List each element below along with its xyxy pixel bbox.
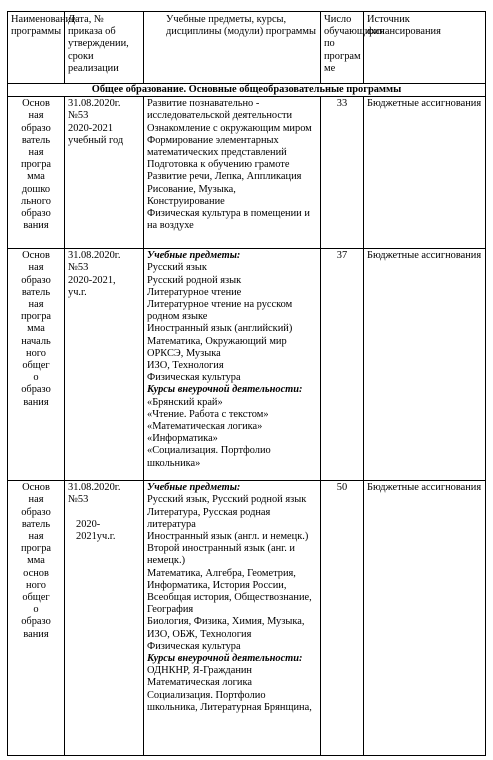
- student-count-cell: 33: [321, 97, 364, 249]
- program-name-line: образо: [21, 122, 51, 134]
- subject-item: «Информатика»: [147, 433, 218, 445]
- subject-item: Подготовка к обучению грамоте: [147, 159, 290, 171]
- subject-item: Математическая логика: [147, 677, 252, 689]
- student-count-cell: 37: [321, 249, 364, 481]
- subject-item: Русский родной язык: [147, 274, 242, 286]
- subject-item: Физическая культура: [147, 372, 241, 384]
- section-row: [8, 84, 486, 97]
- program-name-line: ная: [28, 494, 44, 506]
- subject-item: Литературное чтение: [147, 286, 242, 298]
- program-name-line: ного: [26, 347, 46, 359]
- subject-item: Физическая культура: [147, 640, 241, 652]
- date-order-line: 31.08.2020г.: [68, 98, 121, 110]
- program-name-line: образо: [21, 616, 51, 628]
- subject-item: Русский язык, Русский родной язык Литература, Русская родная литература: [147, 494, 307, 530]
- program-name-line: програ: [20, 311, 52, 323]
- program-name-cell: [8, 97, 65, 249]
- program-name-line: програ: [20, 543, 52, 555]
- program-name-line: Основ: [22, 250, 50, 262]
- subject-item: Конструирование: [147, 195, 225, 207]
- subject-item: ИЗО, Технология: [147, 360, 224, 372]
- subject-item: Формирование элементарных математических представлений: [147, 134, 287, 159]
- date-order-line: 2020-2021,: [68, 274, 116, 286]
- program-name-line: образо: [21, 506, 51, 518]
- program-name-line: Основ: [22, 98, 50, 110]
- program-name-line: льного: [21, 195, 51, 207]
- program-name-line: ватель: [21, 286, 51, 298]
- program-name-line: основ: [23, 567, 49, 579]
- program-name-line: мма: [27, 555, 45, 567]
- subjects-cell: [144, 97, 321, 249]
- program-name-line: дошко: [21, 183, 51, 195]
- date-order-line: №53: [68, 494, 89, 506]
- date-order-line: 31.08.2020г.: [68, 250, 121, 262]
- program-name-line: ного: [26, 579, 46, 591]
- header-program-name: Наименование программы: [8, 12, 65, 84]
- subjects-cell: [144, 249, 321, 481]
- section-title: Общее образование. Основные общеобразовательные программы: [8, 84, 486, 97]
- subject-item: Биология, Физика, Химия, Музыка, ИЗО, ОБЖ, Технология: [147, 616, 305, 640]
- date-order-cell: [65, 249, 144, 481]
- program-name-line: ная: [28, 147, 44, 159]
- subject-item: Иностранный язык (англ. и немецк.): [147, 531, 309, 543]
- program-name-line: образо: [21, 384, 51, 396]
- program-name-line: началь: [21, 335, 51, 347]
- header-subjects: Учебные предметы, курсы, дисциплины (модули) программы: [144, 12, 321, 84]
- program-name-line: Основ: [22, 482, 50, 494]
- program-name-line: о: [33, 604, 39, 616]
- program-name-line: общег: [22, 360, 50, 372]
- programs-table: [7, 11, 486, 756]
- program-name-line: общег: [22, 592, 50, 604]
- program-name-line: мма: [27, 323, 45, 335]
- subjects-heading: Курсы внеурочной деятельности:: [147, 653, 303, 665]
- subject-item: Математика, Алгебра, Геометрия, Информатика, История России, Всеобщая история, Обществознание, География: [147, 567, 312, 616]
- date-order-line: 2021уч.г.: [76, 531, 116, 543]
- subject-item: Социализация. Портфолио школьника, Литературная Брянщина,: [147, 689, 312, 713]
- program-name-cell: [8, 481, 65, 756]
- subject-item: ОДНКНР, Я-Гражданин: [147, 665, 252, 677]
- subject-item: Ознакомление с окружающим миром: [147, 122, 312, 134]
- header-row: [8, 12, 486, 84]
- subjects-heading: Курсы внеурочной деятельности:: [147, 384, 303, 396]
- subject-item: ОРКСЭ, Музыка: [147, 347, 221, 359]
- date-order-line: [68, 507, 140, 519]
- date-order-cell: [65, 97, 144, 249]
- date-order-line: 2020-: [76, 518, 101, 530]
- program-name-line: о: [33, 372, 39, 384]
- header-funding-source: Источник финансирования: [364, 12, 486, 84]
- subject-item: Иностранный язык (английский): [147, 323, 293, 335]
- student-count-cell: 50: [321, 481, 364, 756]
- subject-item: Развитие познавательно - исследовательской деятельности: [147, 98, 293, 122]
- subject-item: Рисование, Музыка,: [147, 183, 236, 195]
- date-order-line: учебный год: [68, 134, 124, 146]
- subject-item: «Брянский край»: [147, 396, 223, 408]
- program-name-cell: [8, 249, 65, 481]
- subjects-cell: [144, 481, 321, 756]
- program-name-line: мма: [27, 171, 45, 183]
- date-order-line: №53: [68, 262, 89, 274]
- program-name-line: ватель: [21, 134, 51, 146]
- program-name-line: ная: [28, 262, 44, 274]
- date-order-line: №53: [68, 110, 89, 122]
- program-name-line: образо: [21, 274, 51, 286]
- table-row: [8, 97, 486, 249]
- date-order-line: уч.г.: [68, 286, 87, 298]
- program-name-line: програ: [20, 159, 52, 171]
- program-name-line: вания: [23, 628, 49, 640]
- date-order-line: 31.08.2020г.: [68, 482, 121, 494]
- subject-item: Математика, Окружающий мир: [147, 335, 287, 347]
- subject-item: Физическая культура в помещении и на воздухе: [147, 208, 310, 232]
- header-date-order: Дата, № приказа об утверждении, сроки реализации: [65, 12, 144, 84]
- subjects-heading: Учебные предметы:: [147, 482, 241, 494]
- program-name-line: вания: [23, 396, 49, 408]
- subject-item: Русский язык: [147, 262, 207, 274]
- funding-cell: Бюджетные ассигнования: [364, 97, 486, 249]
- table-body: [8, 97, 486, 756]
- funding-cell: Бюджетные ассигнования: [364, 481, 486, 756]
- table-row: [8, 481, 486, 756]
- program-name-line: вания: [23, 220, 49, 232]
- header-student-count: Число обучающихся по програм ме: [321, 12, 364, 84]
- program-name-line: образо: [21, 208, 51, 220]
- subject-item: «Социализация. Портфолио школьника»: [147, 445, 271, 469]
- date-order-line: 2020-2021: [68, 122, 114, 134]
- funding-cell: Бюджетные ассигнования: [364, 249, 486, 481]
- subjects-heading: Учебные предметы:: [147, 250, 241, 262]
- program-name-line: ная: [28, 531, 44, 543]
- date-order-cell: [65, 481, 144, 756]
- subject-item: Второй иностранный язык (анг. и немецк.): [147, 543, 295, 567]
- subject-item: Развитие речи, Лепка, Аппликация: [147, 171, 302, 183]
- document-page: [7, 11, 485, 753]
- program-name-line: ная: [28, 110, 44, 122]
- program-name-line: ватель: [21, 518, 51, 530]
- subject-item: «Математическая логика»: [147, 421, 263, 433]
- program-name-line: ная: [28, 299, 44, 311]
- table-row: [8, 249, 486, 481]
- subject-item: Литературное чтение на русском родном языке: [147, 299, 293, 323]
- subject-item: «Чтение. Работа с текстом»: [147, 408, 269, 420]
